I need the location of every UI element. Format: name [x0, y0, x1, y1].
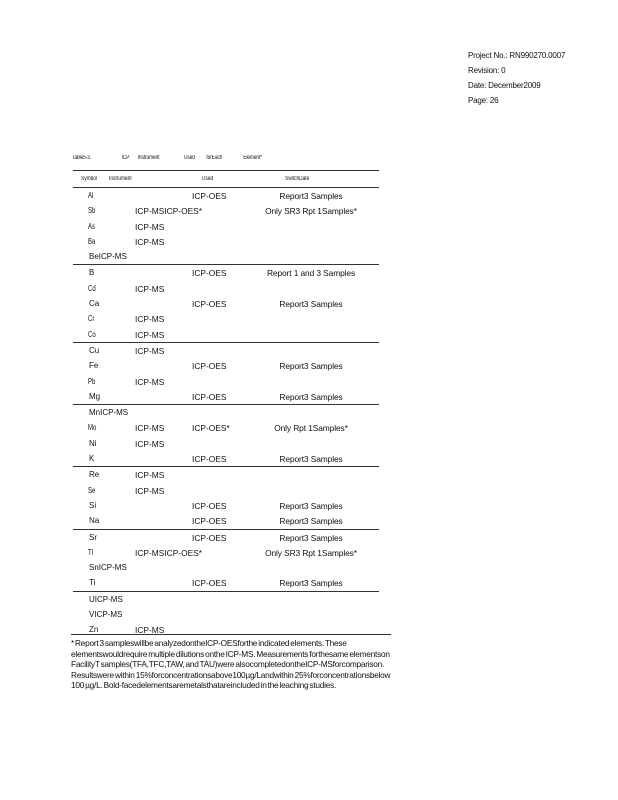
table-row	[73, 530, 379, 545]
element-symbol: Mo	[88, 423, 97, 433]
icp-ms-cell: ICP-MS	[135, 438, 165, 449]
element-symbol: Re	[89, 470, 100, 480]
switch-date-cell: Report3 Samples	[279, 191, 343, 201]
element-symbol: Ti	[89, 578, 96, 588]
table-number: Table5-3.	[72, 155, 92, 161]
element-symbol: UICP-MS	[89, 594, 123, 604]
element-symbol: Zn	[89, 625, 99, 635]
icp-oes-cell: ICP-OES	[192, 361, 227, 372]
switch-date-cell: Report3 Samples	[279, 500, 343, 511]
page-header	[468, 48, 565, 108]
table-row	[73, 498, 379, 513]
element-symbol: VICP-MS	[89, 610, 123, 620]
table-body	[73, 188, 379, 638]
icp-oes-cell: ICP-OES	[192, 191, 227, 201]
element-symbol: Cr	[88, 314, 95, 324]
icp-oes-cell: ICP-OES	[192, 516, 227, 527]
icp-ms-cell: ICP-MS	[135, 485, 165, 496]
icp-ms-cell: ICP-MS	[135, 345, 165, 356]
icp-ms-cell: ICP-MS	[135, 423, 165, 434]
footnote-text: * Report 3 sampleswillbe analyzedontheICP-OESforthe indicated elements. These elementswouldrequire multiple dilutions onthe ICP-MS. Measurements forthesame elementson FacilityT samples(TFA,TFC,TAW, and TAU)were alsocompletedontheICP-MSforcomparison. Resultswere within 15%forconcentrationsabove100µg/Landwithin 25%forconcentrationsbelow 100 µg/L. Bold-facedelementsaremetalsthatareincluded in the leaching studies.	[71, 638, 391, 690]
element-symbol: Cu	[89, 345, 100, 355]
row-group	[73, 188, 379, 265]
switch-date-cell: Only SR3 Rpt 1Samples*	[265, 547, 357, 558]
table-row	[73, 265, 379, 280]
switch-date-cell: Report3 Samples	[279, 454, 343, 465]
column-header-switch-date: SwitchDate	[285, 176, 310, 182]
page-number: Page: 26	[468, 96, 499, 105]
element-symbol: Si	[89, 500, 97, 510]
table-row	[73, 467, 379, 482]
switch-date-cell: Only Rpt 1Samples*	[274, 423, 348, 434]
icp-oes-cell: ICP-OES	[192, 391, 227, 402]
icp-ms-cell: ICP-MS	[135, 625, 165, 636]
icp-oes-cell: ICP-OES*	[192, 423, 230, 434]
switch-date-cell: Report3 Samples	[279, 516, 343, 527]
table-row	[73, 374, 379, 389]
icp-oes-cell: ICP-OES	[192, 578, 227, 589]
table-row	[73, 311, 379, 326]
project-number: Project No.: RN990270.0007	[468, 51, 566, 60]
element-symbol: Fe	[89, 361, 99, 371]
table-row	[73, 358, 379, 373]
table-row	[73, 560, 379, 575]
revision: Revision: 0	[468, 66, 506, 75]
column-header-instrument: Instrument	[109, 176, 132, 182]
icp-ms-cell: ICP-MSICP-OES*	[135, 547, 203, 558]
element-symbol: Ca	[89, 299, 100, 309]
icp-ms-cell: ICP-MS	[135, 236, 165, 247]
icp-ms-cell: ICP-MS	[135, 329, 165, 340]
element-symbol: Tl	[88, 547, 94, 557]
switch-date-cell: Report3 Samples	[279, 391, 343, 402]
element-symbol: Al	[88, 191, 94, 200]
icp-oes-cell: ICP-OES	[192, 532, 227, 543]
table-row	[73, 219, 379, 234]
caption-word-used: Used	[184, 155, 195, 161]
row-group	[73, 265, 379, 342]
table-row	[73, 203, 379, 218]
element-symbol: Pb	[88, 376, 96, 386]
table-row	[73, 296, 379, 311]
icp-oes-cell: ICP-OES	[192, 454, 227, 465]
element-symbol: Se	[88, 485, 96, 495]
switch-date-cell: Only SR3 Rpt 1Samples*	[265, 206, 357, 217]
row-group	[73, 343, 379, 405]
switch-date-cell: Report3 Samples	[279, 532, 343, 543]
table-row	[73, 420, 379, 435]
table-row	[73, 575, 379, 590]
switch-date-cell: Report 1 and 3 Samples	[266, 268, 356, 279]
element-symbol: Na	[89, 516, 100, 526]
row-group	[73, 467, 379, 529]
caption-word-instrument: Instrument	[137, 155, 160, 161]
table-caption	[72, 155, 262, 161]
table-row	[73, 188, 379, 203]
table-row	[73, 234, 379, 249]
table-row	[73, 281, 379, 296]
table-row	[73, 249, 379, 264]
table-row	[73, 343, 379, 358]
caption-word-foreach: forEach	[206, 155, 223, 161]
icp-ms-cell: ICP-MS	[135, 221, 165, 232]
table-row	[73, 327, 379, 342]
element-symbol: B	[89, 268, 95, 278]
table-row	[73, 389, 379, 404]
column-header-used: Used	[202, 176, 214, 182]
icp-instrument-table	[73, 170, 379, 638]
element-symbol: Sb	[88, 206, 96, 216]
switch-date-cell: Report3 Samples	[279, 578, 343, 589]
switch-date-cell: Report3 Samples	[279, 361, 343, 372]
icp-ms-cell: ICP-MS	[135, 314, 165, 325]
icp-ms-cell: ICP-MS	[135, 470, 165, 481]
element-symbol: K	[89, 454, 95, 464]
element-symbol: Sr	[89, 532, 97, 542]
table-footnote	[71, 634, 391, 691]
element-symbol: As	[88, 221, 96, 231]
element-symbol: MnICP-MS	[89, 408, 129, 418]
icp-ms-cell: ICP-MSICP-OES*	[135, 206, 203, 217]
element-symbol: BeICP-MS	[89, 252, 127, 262]
table-row	[73, 451, 379, 466]
icp-oes-cell: ICP-OES	[192, 500, 227, 511]
element-symbol: Cd	[88, 283, 96, 293]
element-symbol: Ni	[89, 438, 97, 448]
switch-date-cell: Report3 Samples	[279, 299, 343, 310]
table-row	[73, 513, 379, 528]
table-row	[73, 405, 379, 420]
table-row	[73, 483, 379, 498]
column-header-row	[73, 171, 379, 187]
table-row	[73, 545, 379, 560]
element-symbol: Mg	[89, 391, 101, 401]
element-symbol: Ba	[88, 236, 96, 246]
caption-word-icp: ICP	[121, 155, 130, 161]
element-symbol: Co	[88, 329, 96, 339]
table-row	[73, 436, 379, 451]
column-header-symbol: Symbol	[81, 176, 98, 182]
caption-word-element: Element*	[243, 155, 263, 161]
row-group	[73, 592, 379, 638]
icp-oes-cell: ICP-OES	[192, 299, 227, 310]
icp-ms-cell: ICP-MS	[135, 376, 165, 387]
row-group	[73, 530, 379, 592]
table-row	[73, 607, 379, 622]
icp-oes-cell: ICP-OES	[192, 268, 227, 279]
table-row	[73, 592, 379, 607]
date: Date: December2009	[468, 81, 541, 90]
icp-ms-cell: ICP-MS	[135, 283, 165, 294]
row-group	[73, 405, 379, 467]
element-symbol: SnICP-MS	[89, 563, 127, 573]
